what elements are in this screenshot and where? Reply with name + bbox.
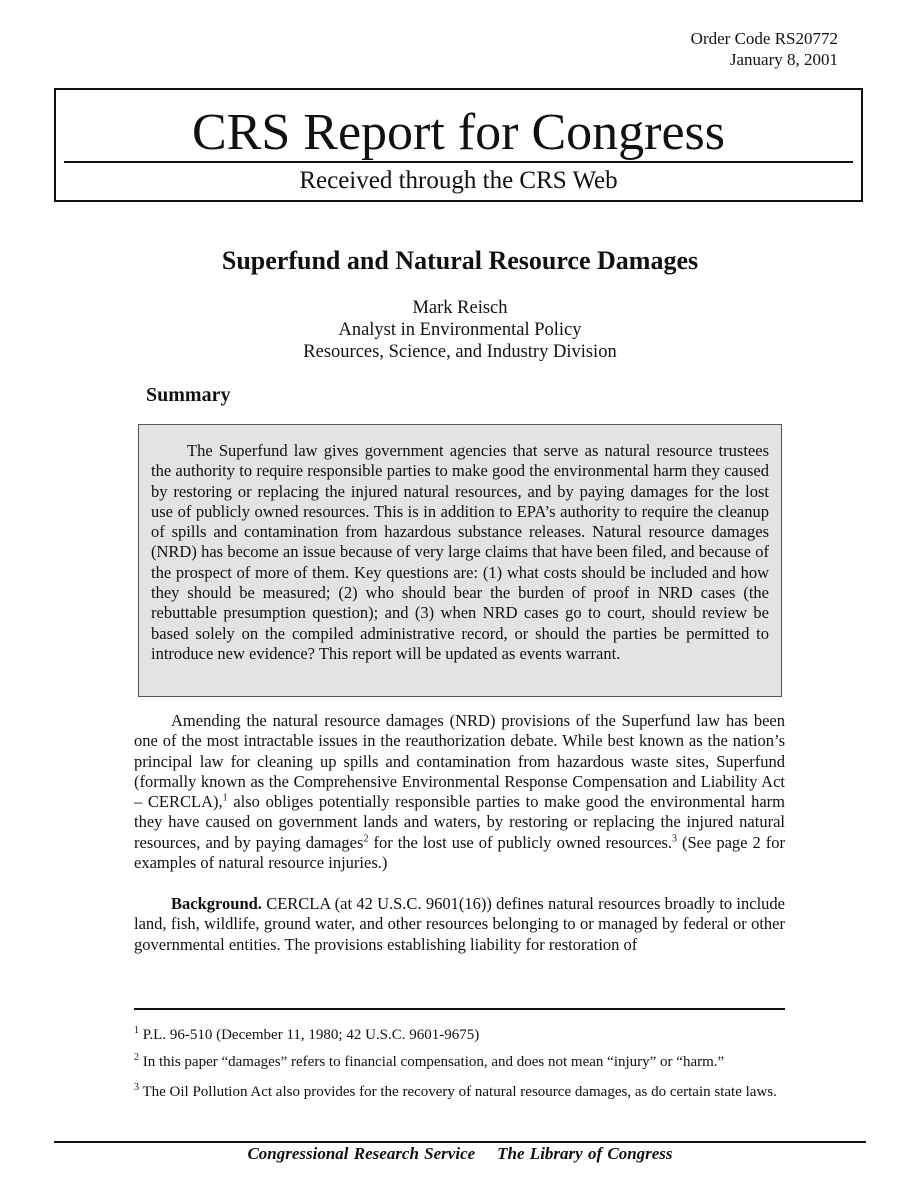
- p1-text-d: (See page 2 for examples of natural resource injuries.): [134, 832, 785, 873]
- p1-text-c: for the lost use of publicly owned resources.: [368, 832, 672, 852]
- footnote-text: The Oil Pollution Act also provides for the recovery of natural resource damages, as do certain state laws.: [139, 1084, 777, 1100]
- p1-text-b: also obliges potentially responsible parties to make good the environmental harm they have caused on government lands and waters, by restoring or replacing the injured natural resources, and by paying damages: [134, 792, 785, 852]
- banner-subtitle: Received through the CRS Web: [299, 167, 618, 194]
- footer-crs: Congressional Research Service: [247, 1144, 476, 1163]
- footnote-2: [134, 1053, 785, 1072]
- footnote-number: 2: [134, 1052, 139, 1063]
- body-paragraph-2: [134, 894, 785, 955]
- footnote-text: In this paper “damages” refers to financial compensation, and does not mean “injury” or “harm.”: [139, 1054, 725, 1070]
- author-division: Resources, Science, and Industry Division: [303, 342, 617, 362]
- page-footer: [0, 1144, 920, 1164]
- banner-divider: [64, 161, 853, 163]
- background-heading: Background.: [171, 894, 262, 913]
- author-block: [0, 297, 920, 363]
- footer-loc: The Library of Congress: [497, 1144, 673, 1163]
- footer-divider: [54, 1141, 866, 1143]
- author-name: Mark Reisch: [412, 298, 508, 318]
- footnote-3: [134, 1083, 785, 1102]
- body-paragraph-1: [134, 711, 785, 873]
- footnote-ref-1[interactable]: 1: [222, 792, 228, 804]
- summary-box: [138, 424, 782, 697]
- footnote-divider: [134, 1008, 785, 1010]
- order-code-block: [691, 28, 838, 70]
- summary-text: The Superfund law gives government agencies that serve as natural resource trustees the authority to require responsible parties to make good the environmental harm they caused by restoring or replacing the injured natural resources, and by paying damages for the lost use of publicly owned resources. This is in addition to EPA’s authority to require the cleanup of spills and contamination from hazardous substance releases. Natural resource damages (NRD) has become an issue because of very large claims that have been filed, and because of the prospect of more of them. Key questions are: (1) what costs should be included and how they should be measured; (2) who should bear the burden of proof in NRD cases (the rebuttable presumption question); and (3) when NRD cases go to court, should review be based solely on the compiled administrative record, or should the parties be permitted to introduce new evidence? This report will be updated as events warrant.: [151, 441, 769, 663]
- crs-banner: [54, 88, 863, 202]
- report-title: Superfund and Natural Resource Damages: [221, 246, 699, 275]
- footnote-text: P.L. 96-510 (December 11, 1980; 42 U.S.C. 9601-9675): [139, 1027, 480, 1043]
- footnote-number: 3: [134, 1082, 139, 1093]
- order-code: Order Code RS20772: [690, 29, 838, 48]
- footnote-1: [134, 1026, 785, 1045]
- footnote-number: 1: [134, 1025, 139, 1036]
- summary-heading: Summary: [146, 384, 231, 406]
- banner-title: CRS Report for Congress: [192, 104, 725, 161]
- footnote-ref-2[interactable]: 2: [363, 833, 369, 845]
- p2-text: CERCLA (at 42 U.S.C. 9601(16)) defines natural resources broadly to include land, fish, wildlife, ground water, and other resources belonging to or managed by federal or other governmental entities. The provisions establishing liability for restoration of: [134, 894, 785, 954]
- author-role: Analyst in Environmental Policy: [338, 320, 582, 340]
- report-date: January 8, 2001: [729, 50, 838, 69]
- p1-text-a: Amending the natural resource damages (NRD) provisions of the Superfund law has been one of the most intractable issues in the reauthorization debate. While best known as the nation’s principal law for cleaning up spills and contamination from hazardous waste sites, Superfund (formally known as the Comprehensive Environmental Response Compensation and Liability Act – CERCLA),: [134, 711, 785, 812]
- footnote-ref-3[interactable]: 3: [672, 833, 677, 845]
